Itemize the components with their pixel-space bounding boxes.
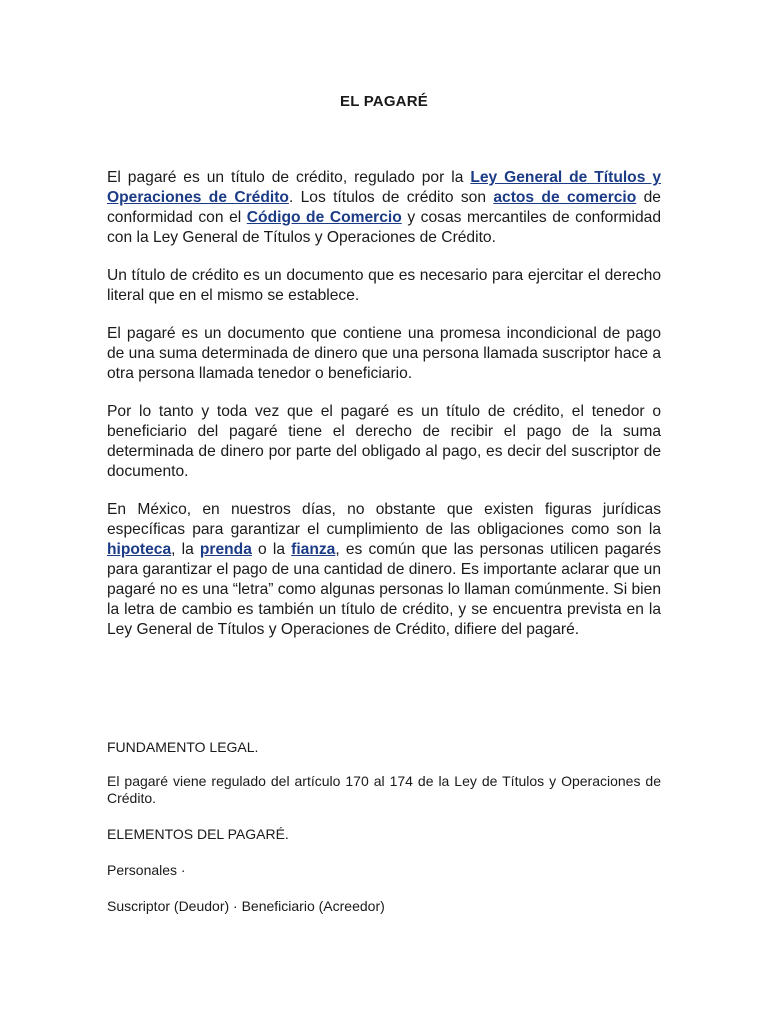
- link-fianza[interactable]: fianza: [291, 541, 336, 558]
- intro-text-4: y cosas mercantiles de conformidad con la Ley General de Títulos y Operaciones de Crédito.: [107, 209, 661, 246]
- link-prenda[interactable]: prenda: [199, 541, 252, 558]
- legal-section: [107, 739, 661, 915]
- mexico-text-1: En México, en nuestros días, no obstante que existen figuras jurídicas específicas para garantizar el cumplimiento de las obligaciones como son la: [107, 501, 661, 538]
- mexico-text-3: o la: [251, 541, 292, 558]
- paragraph-intro: [107, 168, 661, 248]
- link-codigo-de-comercio[interactable]: Código de Comercio: [246, 209, 402, 226]
- link-hipoteca[interactable]: hipoteca: [107, 541, 172, 558]
- main-body: [107, 168, 661, 640]
- label-suscriptor-beneficiario: Suscriptor (Deudor) · Beneficiario (Acreedor): [107, 898, 385, 914]
- heading-elementos: ELEMENTOS DEL PAGARÉ.: [107, 826, 289, 842]
- intro-text-3: de conformidad con el: [107, 189, 661, 226]
- paragraph-mexico: [107, 500, 661, 640]
- mexico-text-4: , es común que las personas utilicen pagarés para garantizar el pago de una cantidad de dinero. Es importante aclarar que un pagaré no es una “letra” como algunas personas lo llaman comúnmente. Si bien la letra de cambio es también un título de crédito, y se encuentra prevista en la Ley General de Títulos y Operaciones de Crédito, difiere del pagaré.: [107, 541, 661, 638]
- label-personales: Personales ·: [107, 862, 186, 878]
- paragraph-articulo: El pagaré viene regulado del artículo 170 al 174 de la Ley de Títulos y Operaciones de Crédito.: [107, 773, 661, 806]
- intro-text-2: . Los títulos de crédito son: [288, 189, 494, 206]
- intro-text-1: El pagaré es un título de crédito, regulado por la: [107, 169, 471, 186]
- page-title: EL PAGARÉ: [340, 93, 428, 110]
- paragraph-titulo-credito: Un título de crédito es un documento que es necesario para ejercitar el derecho literal que en el mismo se establece.: [107, 267, 661, 304]
- paragraph-pagare-definicion: El pagaré es un documento que contiene una promesa incondicional de pago de una suma determinada de dinero que una persona llamada suscriptor hace a otra persona llamada tenedor o beneficiario.: [107, 325, 661, 382]
- paragraph-tenedor: Por lo tanto y toda vez que el pagaré es un título de crédito, el tenedor o beneficiario del pagaré tiene el derecho de recibir el pago de la suma determinada de dinero por parte del obligado al pago, es decir del suscriptor de documento.: [107, 403, 661, 480]
- link-ley-general-titulos[interactable]: Ley General de Títulos y Operaciones de Crédito: [107, 169, 661, 206]
- link-actos-de-comercio[interactable]: actos de comercio: [493, 189, 637, 206]
- mexico-text-2: , la: [171, 541, 200, 558]
- heading-fundamento-legal: FUNDAMENTO LEGAL.: [107, 739, 259, 755]
